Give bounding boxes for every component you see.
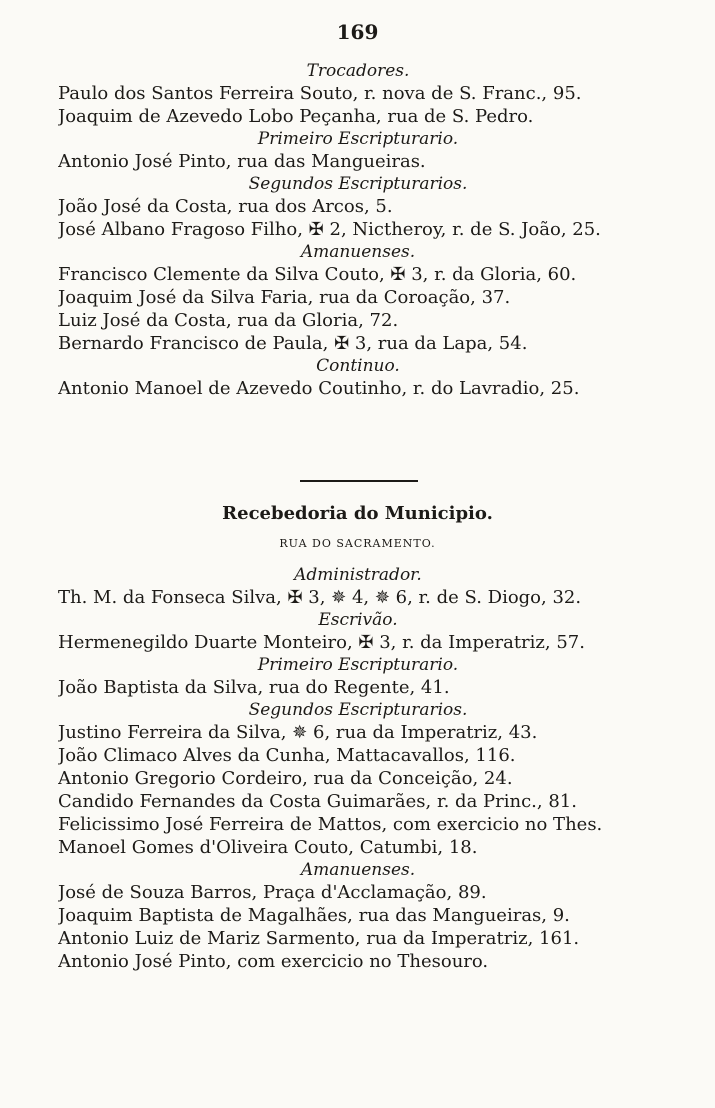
section-divider <box>300 480 418 482</box>
entry-line: Antonio Luiz de Mariz Sarmento, rua da Imperatriz, 161. <box>58 928 580 949</box>
section-heading: Amanuenses. <box>300 860 416 880</box>
entry-line: Francisco Clemente da Silva Couto, ✠ 3, r. da Gloria, 60. <box>58 264 577 285</box>
section-heading: Segundos Escripturarios. <box>248 174 468 194</box>
entry-line: Antonio Gregorio Cordeiro, rua da Conceição, 24. <box>58 768 513 789</box>
entry-line: Candido Fernandes da Costa Guimarães, r. da Princ., 81. <box>58 791 577 812</box>
entry-line: Luiz José da Costa, rua da Gloria, 72. <box>58 310 399 331</box>
section-heading: Amanuenses. <box>300 242 416 262</box>
section-heading: Escrivão. <box>318 610 398 630</box>
page-number: 169 <box>336 20 379 44</box>
entry-line: Bernardo Francisco de Paula, ✠ 3, rua da Lapa, 54. <box>58 333 528 354</box>
entry-line: Antonio José Pinto, rua das Mangueiras. <box>58 151 426 172</box>
entry-line: José de Souza Barros, Praça d'Acclamação, 89. <box>58 882 487 903</box>
section-heading: Trocadores. <box>306 61 410 81</box>
bottom-listing <box>58 564 658 973</box>
entry-line: Justino Ferreira da Silva, ✵ 6, rua da Imperatriz, 43. <box>58 722 538 743</box>
entry-line: Felicissimo José Ferreira de Mattos, com exercicio no Thes. <box>58 814 603 835</box>
entry-line: Joaquim Baptista de Magalhães, rua das Mangueiras, 9. <box>58 905 570 926</box>
section-heading: Primeiro Escripturario. <box>257 655 459 675</box>
section-heading: Continuo. <box>316 356 400 376</box>
section-heading: Administrador. <box>294 565 422 585</box>
entry-line: Hermenegildo Duarte Monteiro, ✠ 3, r. da Imperatriz, 57. <box>58 632 585 653</box>
entry-line: João José da Costa, rua dos Arcos, 5. <box>58 196 393 217</box>
entry-line: Joaquim José da Silva Faria, rua da Coroação, 37. <box>58 287 511 308</box>
entry-line: João Climaco Alves da Cunha, Mattacavallos, 116. <box>58 745 516 766</box>
section-heading: Primeiro Escripturario. <box>257 129 459 149</box>
entry-line: João Baptista da Silva, rua do Regente, 41. <box>58 677 450 698</box>
entry-line: Antonio Manoel de Azevedo Coutinho, r. do Lavradio, 25. <box>58 378 580 399</box>
entry-line: Joaquim de Azevedo Lobo Peçanha, rua de S. Pedro. <box>58 106 534 127</box>
entry-line: Manoel Gomes d'Oliveira Couto, Catumbi, 18. <box>58 837 478 858</box>
office-address: RUA DO SACRAMENTO. <box>279 537 436 550</box>
entry-line: Antonio José Pinto, com exercicio no Thesouro. <box>58 951 489 972</box>
section-heading: Segundos Escripturarios. <box>248 700 468 720</box>
entry-line: José Albano Fragoso Filho, ✠ 2, Nictheroy, r. de S. João, 25. <box>58 219 601 240</box>
entry-line: Paulo dos Santos Ferreira Souto, r. nova de S. Franc., 95. <box>58 83 582 104</box>
top-listing <box>58 60 658 400</box>
entry-line: Th. M. da Fonseca Silva, ✠ 3, ✵ 4, ✵ 6, r. de S. Diogo, 32. <box>58 587 582 608</box>
office-title: Recebedoria do Municipio. <box>222 503 493 524</box>
